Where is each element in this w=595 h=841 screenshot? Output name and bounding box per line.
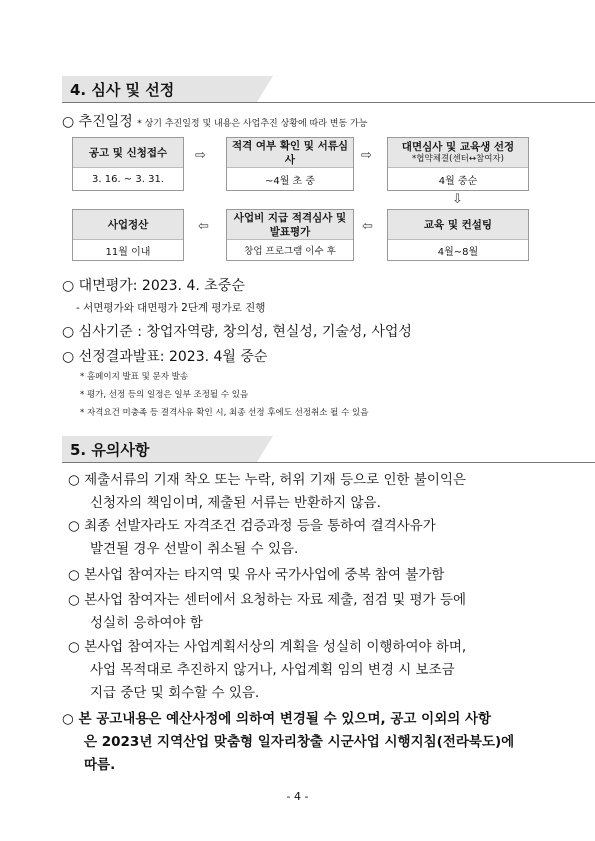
- step-title: 사업비 지급 적격심사 및 발표평가: [227, 210, 353, 240]
- section-5-title: 5. 유의사항: [70, 441, 150, 459]
- step-box-3: [387, 137, 529, 191]
- caution-2b: 발견될 경우 선발이 취소될 수 있음.: [90, 541, 299, 557]
- step-date: 11월 이내: [105, 246, 151, 258]
- caution-4b: 성실히 응하여야 함: [90, 615, 203, 631]
- criteria: ○ 심사기준 : 창업자역량, 창의성, 현실성, 기술성, 사업성: [62, 324, 412, 340]
- step-title: 공고 및 신청접수: [73, 138, 183, 168]
- step-box-4: [387, 209, 529, 261]
- section-5-header: [62, 436, 272, 462]
- caution-4a: ○ 본사업 참여자는 센터에서 요청하는 자료 제출, 점검 및 평가 등에: [68, 592, 467, 608]
- schedule-note: * 상기 추진일정 및 내용은 사업추진 상황에 따라 변동 가능: [137, 119, 368, 129]
- final-note-3: 따름.: [84, 757, 116, 773]
- step-sub: *협약체결(센터↔참여자): [412, 154, 504, 164]
- page-number: - 4 -: [286, 790, 309, 803]
- section-4-title: 4. 심사 및 선정: [70, 81, 175, 99]
- final-note-2: 은 2023년 지역산업 맞춤형 일자리창출 시군사업 시행지침(전라북도)에: [84, 734, 515, 750]
- result-announce: ○ 선정결과발표: 2023. 4월 중순: [62, 349, 268, 365]
- step-date: 4월~8월: [437, 246, 479, 258]
- schedule-label: ○ 추진일정 * 상기 추진일정 및 내용은 사업추진 상황에 따라 변동 가능: [62, 114, 368, 130]
- eval-desc: - 서면평가와 대면평가 2단계 평가로 진행: [76, 302, 266, 314]
- section-4-header: [62, 76, 272, 102]
- caution-2a: ○ 최종 선발자라도 자격조건 검증과정 등을 통하여 결격사유가: [68, 518, 436, 534]
- caution-5b: 사업 목적대로 추진하지 않거나, 사업계획 임의 변경 시 보조금: [90, 662, 455, 678]
- arrow-right-icon: ⇨: [195, 148, 206, 163]
- step-box-5: [226, 209, 354, 261]
- step-date: 4월 중순: [438, 175, 478, 187]
- caution-1b: 신청자의 책임이며, 제출된 서류는 반환하지 않음.: [90, 495, 381, 511]
- final-note-1: ○ 본 공고내용은 예산사정에 의하여 변경될 수 있으며, 공고 이외의 사항: [62, 711, 492, 727]
- interview-eval: ○ 대면평가: 2023. 4. 초중순: [62, 278, 245, 294]
- step-date: 창업 프로그램 이수 후: [244, 246, 336, 257]
- arrow-left-icon: ⇦: [198, 219, 209, 234]
- caution-3: ○ 본사업 참여자는 타지역 및 유사 국가사업에 중복 참여 불가함: [68, 567, 445, 583]
- caution-1a: ○ 제출서류의 기재 착오 또는 누락, 허위 기재 등으로 인한 불이익은: [68, 472, 467, 488]
- note-3: * 자격요건 미충족 등 결격사유 확인 시, 최종 선정 후에도 선정취소 될 수 있음: [80, 408, 369, 418]
- caution-5a: ○ 본사업 참여자는 사업계획서상의 계획을 성실히 이행하여야 하며,: [68, 639, 467, 655]
- note-1: * 홈페이지 발표 및 문자 발송: [80, 372, 189, 382]
- step-box-2: [226, 137, 354, 191]
- step-title: 사업정산: [73, 210, 183, 240]
- arrow-right-icon: ⇨: [361, 148, 372, 163]
- caution-5c: 지급 중단 및 회수할 수 있음.: [90, 685, 260, 701]
- arrow-left-icon: ⇦: [362, 219, 373, 234]
- step-box-6: [72, 209, 184, 261]
- step-date: 3. 16. ~ 3. 31.: [92, 173, 164, 185]
- arrow-down-icon: ⇩: [452, 192, 463, 207]
- step-title-group: [388, 138, 528, 168]
- step-date: ~4월 초 중: [264, 175, 316, 187]
- step-title: 교육 및 컨설팅: [388, 210, 528, 240]
- step-title: 적격 여부 확인 및 서류심사: [227, 138, 353, 168]
- note-2: * 평가, 선정 등의 일정은 일부 조정될 수 있음: [80, 390, 249, 400]
- step-box-1: [72, 137, 184, 191]
- step-title: 대면심사 및 교육생 선정: [401, 141, 515, 153]
